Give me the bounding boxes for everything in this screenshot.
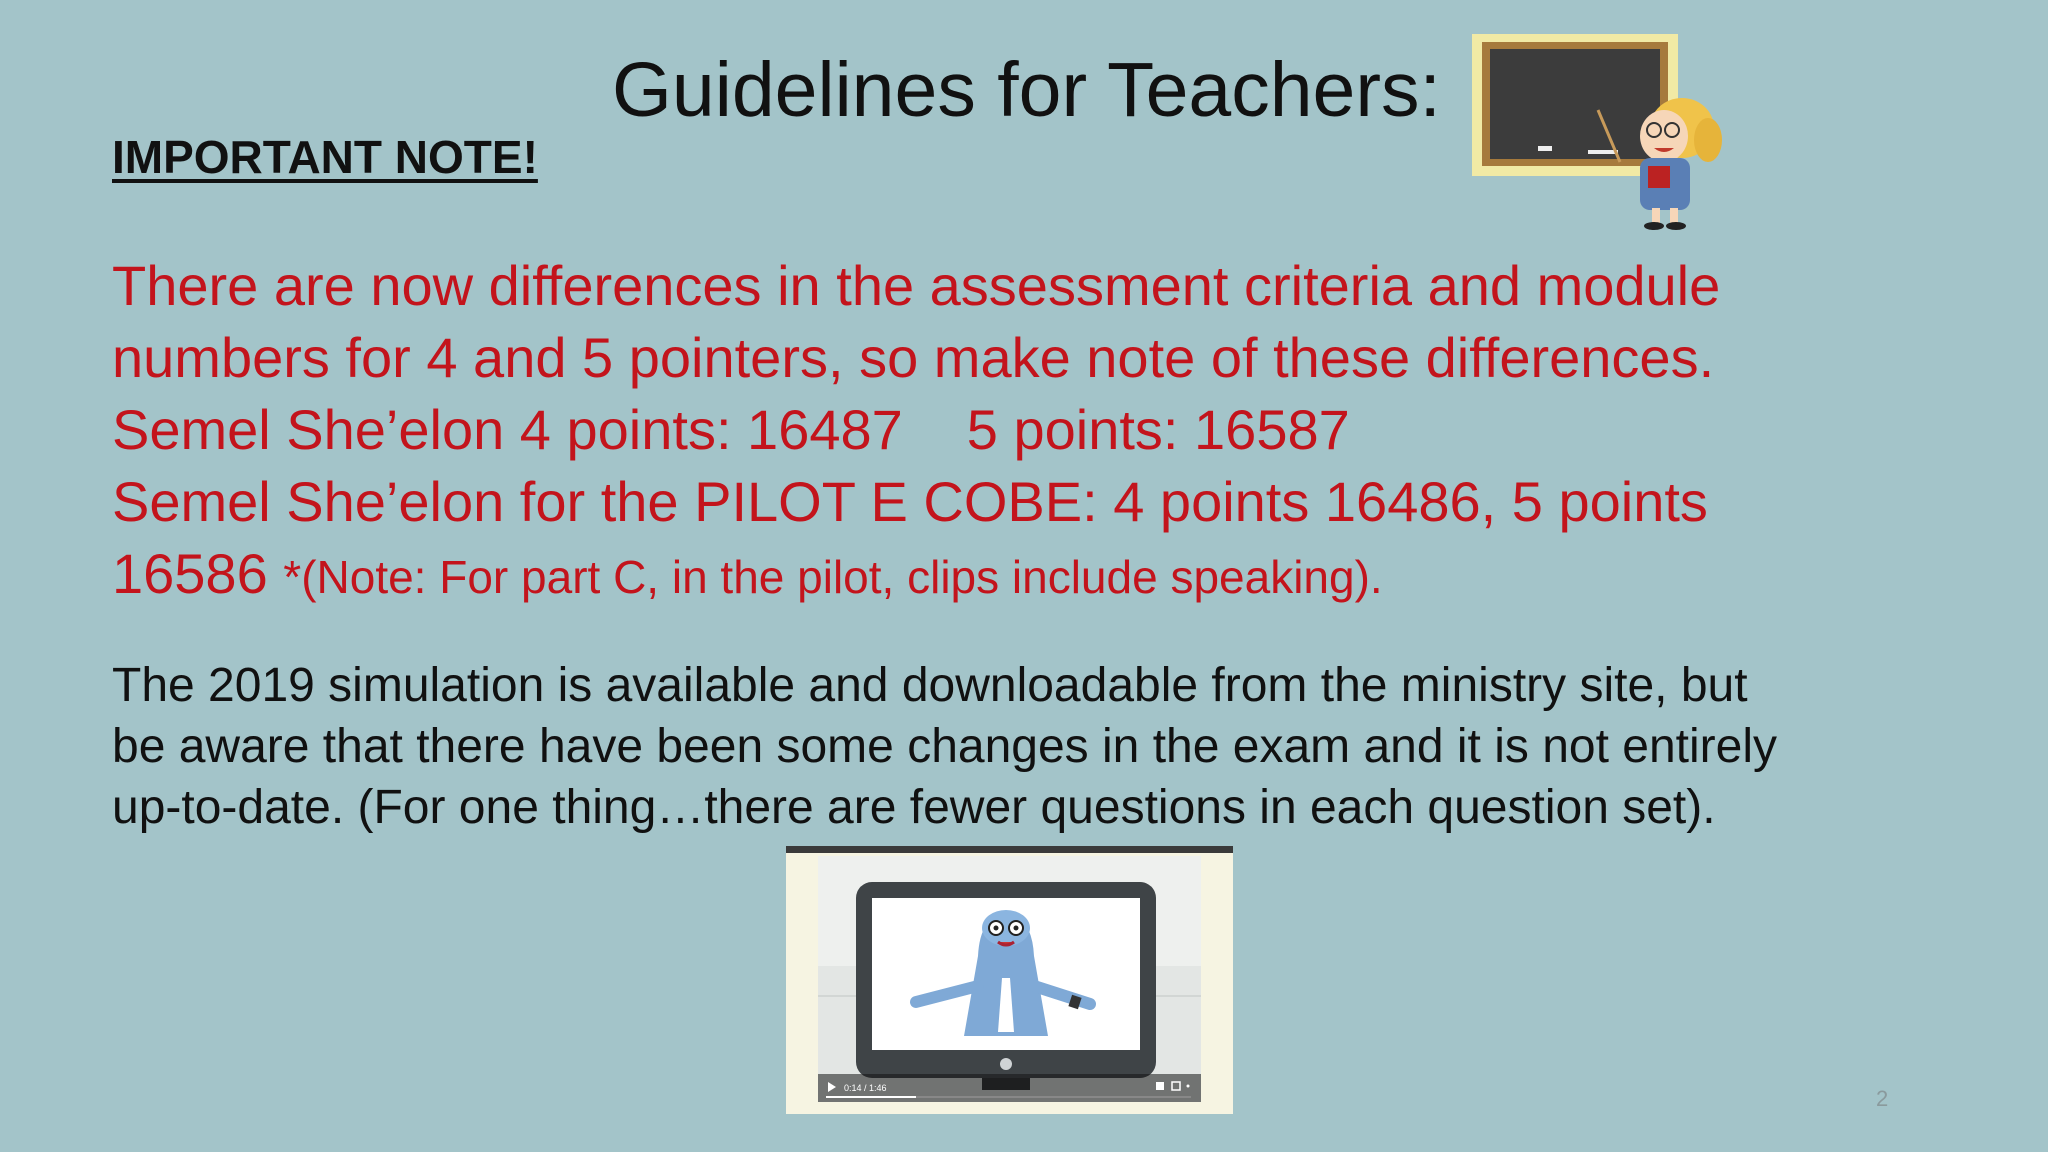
assessment-notes — [112, 250, 1972, 613]
page-number: 2 — [1876, 1086, 1889, 1111]
pilot-code-line — [112, 538, 1972, 613]
simulation-line-1: The 2019 simulation is available and downloadable from the ministry site, but — [112, 659, 1748, 712]
semel-4-points: Semel She’elon 4 points: 16487 — [112, 398, 903, 461]
video-thumbnail[interactable] — [786, 846, 1233, 1114]
teacher-chalkboard-icon — [1468, 30, 1732, 230]
simulation-line-2: be aware that there have been some changes in the exam and it is not entirely — [112, 720, 1778, 773]
simulation-line-3: up-to-date. (For one thing…there are fewer questions in each question set). — [112, 781, 1716, 834]
semel-line — [112, 394, 1972, 466]
red-line-1: There are now differences in the assessment criteria and module — [112, 254, 1721, 317]
pilot-code: 16586 — [112, 542, 268, 605]
red-line-2: numbers for 4 and 5 pointers, so make note of these differences. — [112, 326, 1715, 389]
slide-title: Guidelines for Teachers: — [612, 47, 1441, 133]
semel-5-points: 5 points: 16587 — [966, 398, 1350, 461]
important-note-heading: IMPORTANT NOTE! — [112, 131, 538, 183]
pilot-line: Semel She’elon for the PILOT E COBE: 4 points 16486, 5 points — [112, 470, 1708, 533]
video-time: 0:14 / 1:46 — [844, 1083, 887, 1093]
simulation-paragraph — [112, 655, 1982, 838]
pilot-note: *(Note: For part C, in the pilot, clips include speaking). — [283, 551, 1383, 603]
